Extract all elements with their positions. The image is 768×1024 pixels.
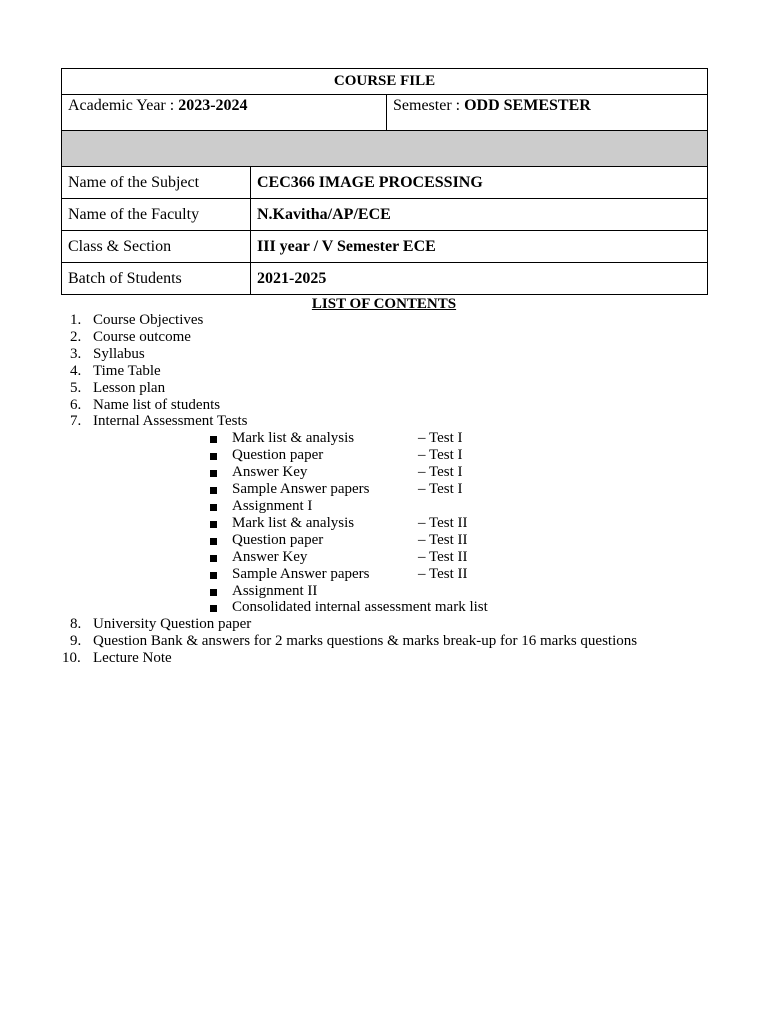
semester-value: ODD SEMESTER — [464, 97, 591, 114]
sub-item-test: – Test I — [418, 430, 463, 447]
class-section-value: III year / V Semester ECE — [251, 231, 708, 263]
item-text: Course Objectives — [93, 312, 204, 328]
item-number: 3. — [70, 345, 82, 362]
sub-item-label: Answer Key — [232, 464, 308, 481]
item-number: 1. — [70, 312, 82, 328]
sub-item-label: Consolidated internal assessment mark list — [232, 599, 488, 616]
subject-value: CEC366 IMAGE PROCESSING — [251, 167, 708, 199]
sub-item-label: Sample Answer papers — [232, 565, 370, 582]
sub-list-item — [0, 599, 700, 616]
sub-item-label: Sample Answer papers — [232, 481, 370, 498]
sub-item-label: Mark list & analysis — [232, 430, 355, 447]
sub-item-test: – Test II — [418, 531, 468, 548]
item-text: Question Bank & answers for 2 marks questions & marks break-up for 16 marks questions — [93, 633, 638, 650]
item-text: Time Table — [93, 362, 161, 379]
item-text: Lecture Note — [93, 650, 172, 667]
square-bullet-icon — [210, 470, 217, 477]
square-bullet-icon — [210, 605, 217, 612]
item-text: Syllabus — [93, 345, 145, 362]
list-item — [0, 380, 700, 397]
square-bullet-icon — [210, 504, 217, 511]
square-bullet-icon — [210, 436, 217, 443]
internal-assessment-sublist — [93, 430, 700, 616]
academic-year-value: 2023-2024 — [178, 97, 248, 114]
sub-list-item — [0, 481, 700, 498]
list-item — [0, 397, 700, 414]
item-number: 4. — [70, 362, 82, 379]
list-item — [0, 616, 700, 633]
semester-cell — [387, 95, 708, 131]
sub-list-item — [0, 515, 700, 532]
list-item — [0, 363, 700, 380]
item-text: Course outcome — [93, 328, 191, 345]
item-text: Lesson plan — [93, 379, 166, 396]
item-number: 9. — [70, 633, 82, 650]
item-text: Name list of students — [93, 396, 221, 413]
class-section-label: Class & Section — [62, 231, 251, 263]
item-number: 6. — [70, 396, 82, 413]
sub-item-test: – Test I — [418, 447, 463, 464]
faculty-value: N.Kavitha/AP/ECE — [251, 199, 708, 231]
sub-item-label: Assignment I — [232, 497, 313, 514]
list-item — [0, 312, 700, 329]
sub-list-item — [0, 447, 700, 464]
semester-label: Semester : — [393, 97, 465, 114]
item-number: 10. — [62, 650, 81, 667]
sub-list-item — [0, 464, 700, 481]
item-number: 7. — [70, 413, 82, 430]
square-bullet-icon — [210, 521, 217, 528]
subject-label: Name of the Subject — [62, 167, 251, 199]
sub-list-item — [0, 583, 700, 600]
sub-item-test: – Test II — [418, 548, 468, 565]
contents-list — [0, 312, 700, 667]
list-item — [0, 329, 700, 346]
sub-item-label: Mark list & analysis — [232, 514, 355, 531]
sub-list-item — [0, 532, 700, 549]
sub-item-label: Answer Key — [232, 548, 308, 565]
square-bullet-icon — [210, 453, 217, 460]
batch-label: Batch of Students — [62, 263, 251, 295]
list-item — [0, 633, 700, 650]
square-bullet-icon — [210, 487, 217, 494]
sub-item-test: – Test I — [418, 481, 463, 498]
square-bullet-icon — [210, 589, 217, 596]
sub-list-item — [0, 498, 700, 515]
list-item — [0, 650, 700, 667]
list-item — [0, 346, 700, 363]
sub-list-item — [0, 549, 700, 566]
sub-item-label: Question paper — [232, 447, 324, 464]
academic-year-cell — [62, 95, 387, 131]
square-bullet-icon — [210, 538, 217, 545]
gray-band — [62, 131, 708, 167]
sub-item-test: – Test I — [418, 464, 463, 481]
item-text: Internal Assessment Tests — [93, 413, 248, 430]
item-number: 2. — [70, 328, 82, 345]
course-file-table — [61, 68, 708, 295]
list-item — [0, 413, 700, 616]
batch-value: 2021-2025 — [251, 263, 708, 295]
sub-list-item — [0, 566, 700, 583]
course-file-title: COURSE FILE — [62, 69, 708, 95]
item-number: 8. — [70, 616, 82, 633]
sub-item-label: Question paper — [232, 531, 324, 548]
sub-item-test: – Test II — [418, 514, 468, 531]
sub-list-item — [0, 430, 700, 447]
faculty-label: Name of the Faculty — [62, 199, 251, 231]
sub-item-label: Assignment II — [232, 582, 318, 599]
item-number: 5. — [70, 379, 82, 396]
square-bullet-icon — [210, 572, 217, 579]
item-text: University Question paper — [93, 616, 252, 633]
square-bullet-icon — [210, 555, 217, 562]
sub-item-test: – Test II — [418, 565, 468, 582]
academic-year-label: Academic Year : — [68, 97, 179, 114]
list-of-contents-heading: LIST OF CONTENTS — [311, 296, 457, 312]
